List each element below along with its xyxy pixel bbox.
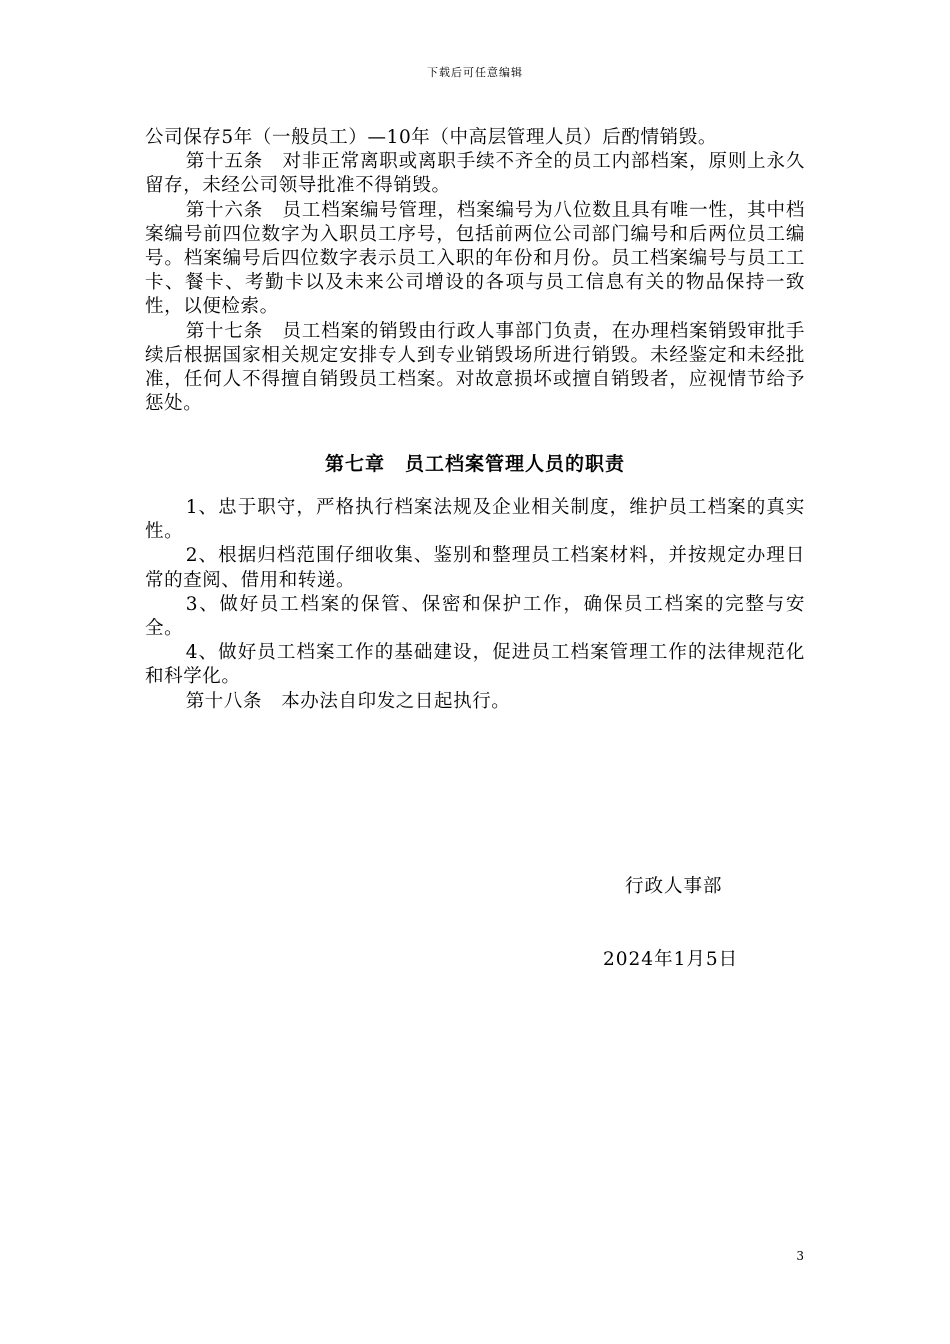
section-b	[145, 496, 805, 714]
paragraph-article-18: 第十八条 本办法自印发之日起执行。	[185, 690, 511, 712]
signature-date: 2024年1月5日	[603, 949, 739, 970]
duty-item-1: 1、忠于职守，严格执行档案法规及企业相关制度，维护员工档案的真实性。	[145, 497, 805, 543]
section-a	[145, 126, 805, 416]
paragraph-article-17: 第十七条 员工档案的销毁由行政人事部门负责，在办理档案销毁审批手续后根据国家相关规定安排专人到专业销毁场所进行销毁。未经鉴定和未经批准，任何人不得擅自销毁员工档案。对故意损坏或擅自销毁者，应视情节给予惩处。	[145, 320, 805, 415]
duty-item-4: 4、做好员工档案工作的基础建设，促进员工档案管理工作的法律规范化和科学化。	[145, 642, 805, 688]
signature-department: 行政人事部	[625, 876, 723, 897]
duty-item-2: 2、根据归档范围仔细收集、鉴别和整理员工档案材料，并按规定办理日常的查阅、借用和转递。	[145, 545, 805, 591]
duty-item-3: 3、做好员工档案的保管、保密和保护工作，确保员工档案的完整与安全。	[145, 593, 805, 640]
paragraph-article-15: 第十五条 对非正常离职或离职手续不齐全的员工内部档案，原则上永久留存，未经公司领导批准不得销毁。	[145, 151, 805, 197]
paragraph-retention: 公司保存5年（一般员工）—10年（中高层管理人员）后酌情销毁。	[145, 127, 717, 148]
chapter-title: 第七章 员工档案管理人员的职责	[324, 453, 625, 475]
page-number: 3	[796, 1249, 804, 1263]
paragraph-article-16: 第十六条 员工档案编号管理，档案编号为八位数且具有唯一性，其中档案编号前四位数字为入职员工序号，包括前两位公司部门编号和后两位员工编号。档案编号后四位数字表示员工入职的年份和月份。员工档案编号与员工工卡、餐卡、考勤卡以及未来公司增设的各项与员工信息有关的物品保持一致性，以便检索。	[145, 199, 805, 318]
page-header: 下载后可任意编辑	[427, 66, 523, 79]
